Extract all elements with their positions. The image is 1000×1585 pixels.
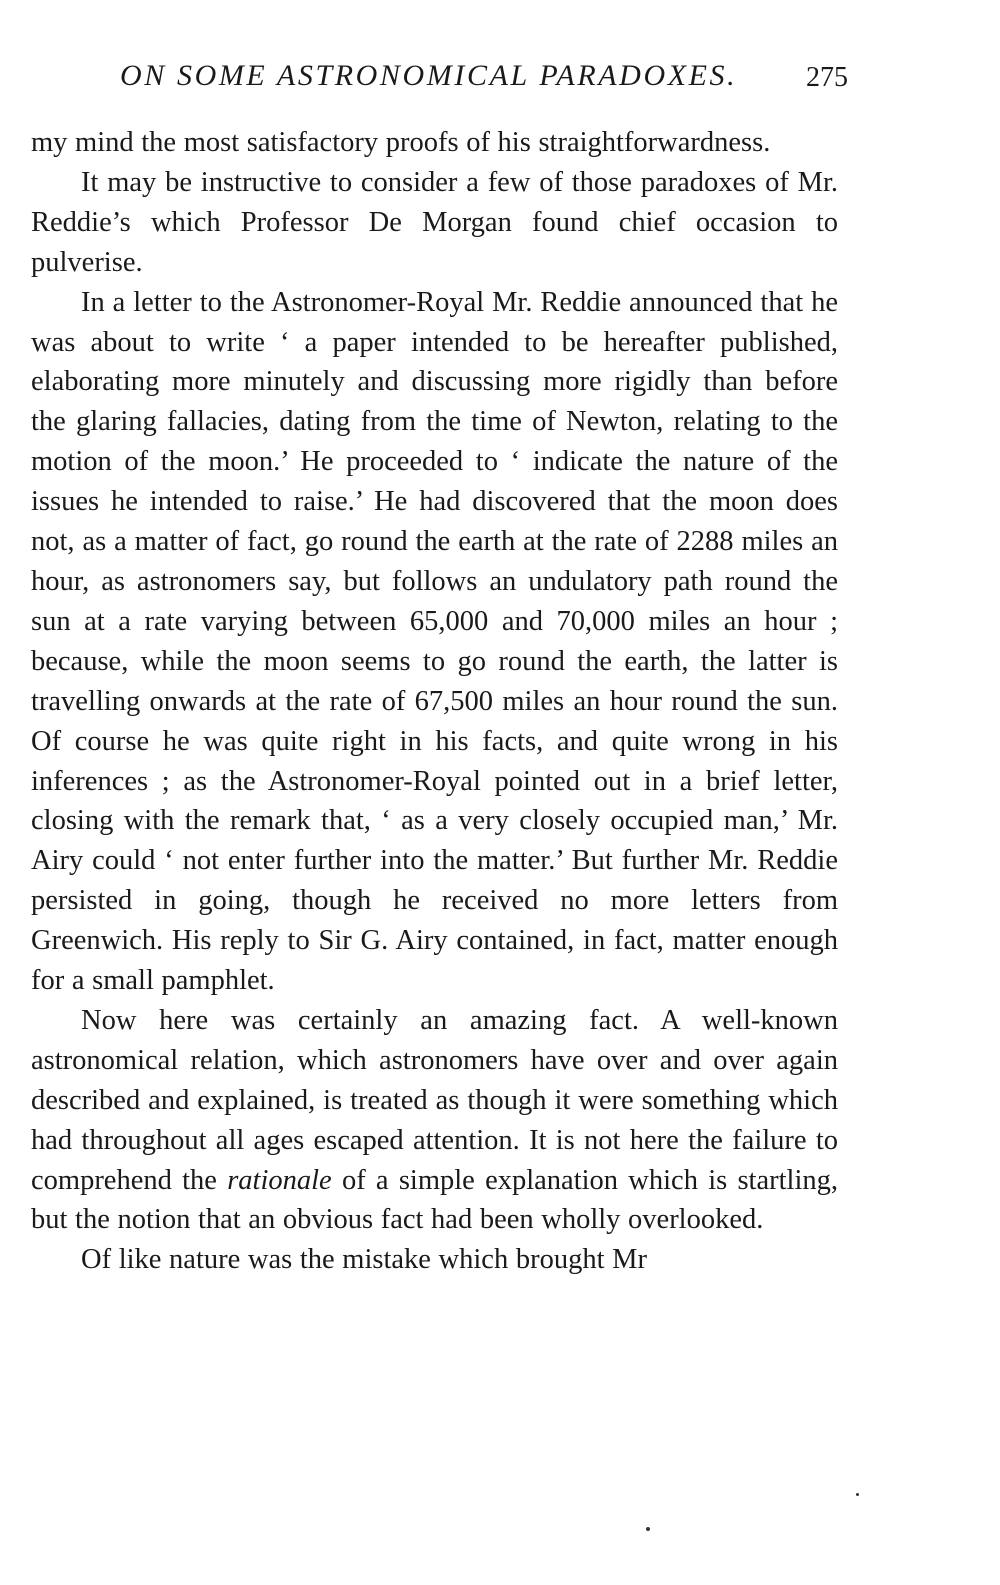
paragraph-text-after-italic: of a simple explanation which is startling, but the notion that an obvious fact had been wholly overlooked. <box>31 1164 838 1236</box>
body-text <box>31 123 838 1280</box>
paragraph-text-before-italic: Now here was certainly an amazing fact. A well-known astronomical relation, which astronomers have over and over again described and explained, is treated as though it were something which had throughout all ages escaped attention. It is not here the failure to comprehend the <box>31 1004 838 1196</box>
page-number: 275 <box>806 62 848 93</box>
paragraph-amazing-fact <box>31 1001 838 1240</box>
paragraph-like-nature: Of like nature was the mistake which brought Mr <box>81 1244 647 1276</box>
paragraph-letter-astronomer-royal: In a letter to the Astronomer-Royal Mr. Reddie announced that he was about to write ‘ a paper intended to be hereafter published, elaborating more minutely and discussing more rigidly than before the glaring fallacies, dating from the time of Newton, relating to the motion of the moon.’ He proceeded to ‘ indicate the nature of the issues he intended to raise.’ He had discovered that the moon does not, as a matter of fact, go round the earth at the rate of 2288 miles an hour, as astronomers say, but follows an undulatory path round the sun at a rate varying between 65,000 and 70,000 miles an hour ; because, while the moon seems to go round the earth, the latter is travelling onwards at the rate of 67,500 miles an hour round the sun. Of course he was quite right in his facts, and quite wrong in his inferences ; as the Astronomer-Royal pointed out in a brief letter, closing with the remark that, ‘ as a very closely occupied man,’ Mr. Airy could ‘ not enter further into the matter.’ But further Mr. Reddie persisted in going, though he received no more letters from Greenwich. His reply to Sir G. Airy contained, in fact, matter enough for a small pamphlet. <box>31 286 838 997</box>
paragraph-reddie-paradoxes: It may be instructive to consider a few of those paradoxes of Mr. Reddie’s which Professor De Morgan found chief occasion to pulverise. <box>31 166 838 278</box>
running-head <box>120 58 848 102</box>
paragraph-continued: my mind the most satisfactory proofs of his straightforwardness. <box>31 127 771 158</box>
print-speck <box>856 1493 859 1496</box>
italic-term-rationale: rationale <box>227 1164 332 1196</box>
running-title: ON SOME ASTRONOMICAL PARADOXES. <box>120 59 738 92</box>
print-speck <box>646 1527 650 1531</box>
